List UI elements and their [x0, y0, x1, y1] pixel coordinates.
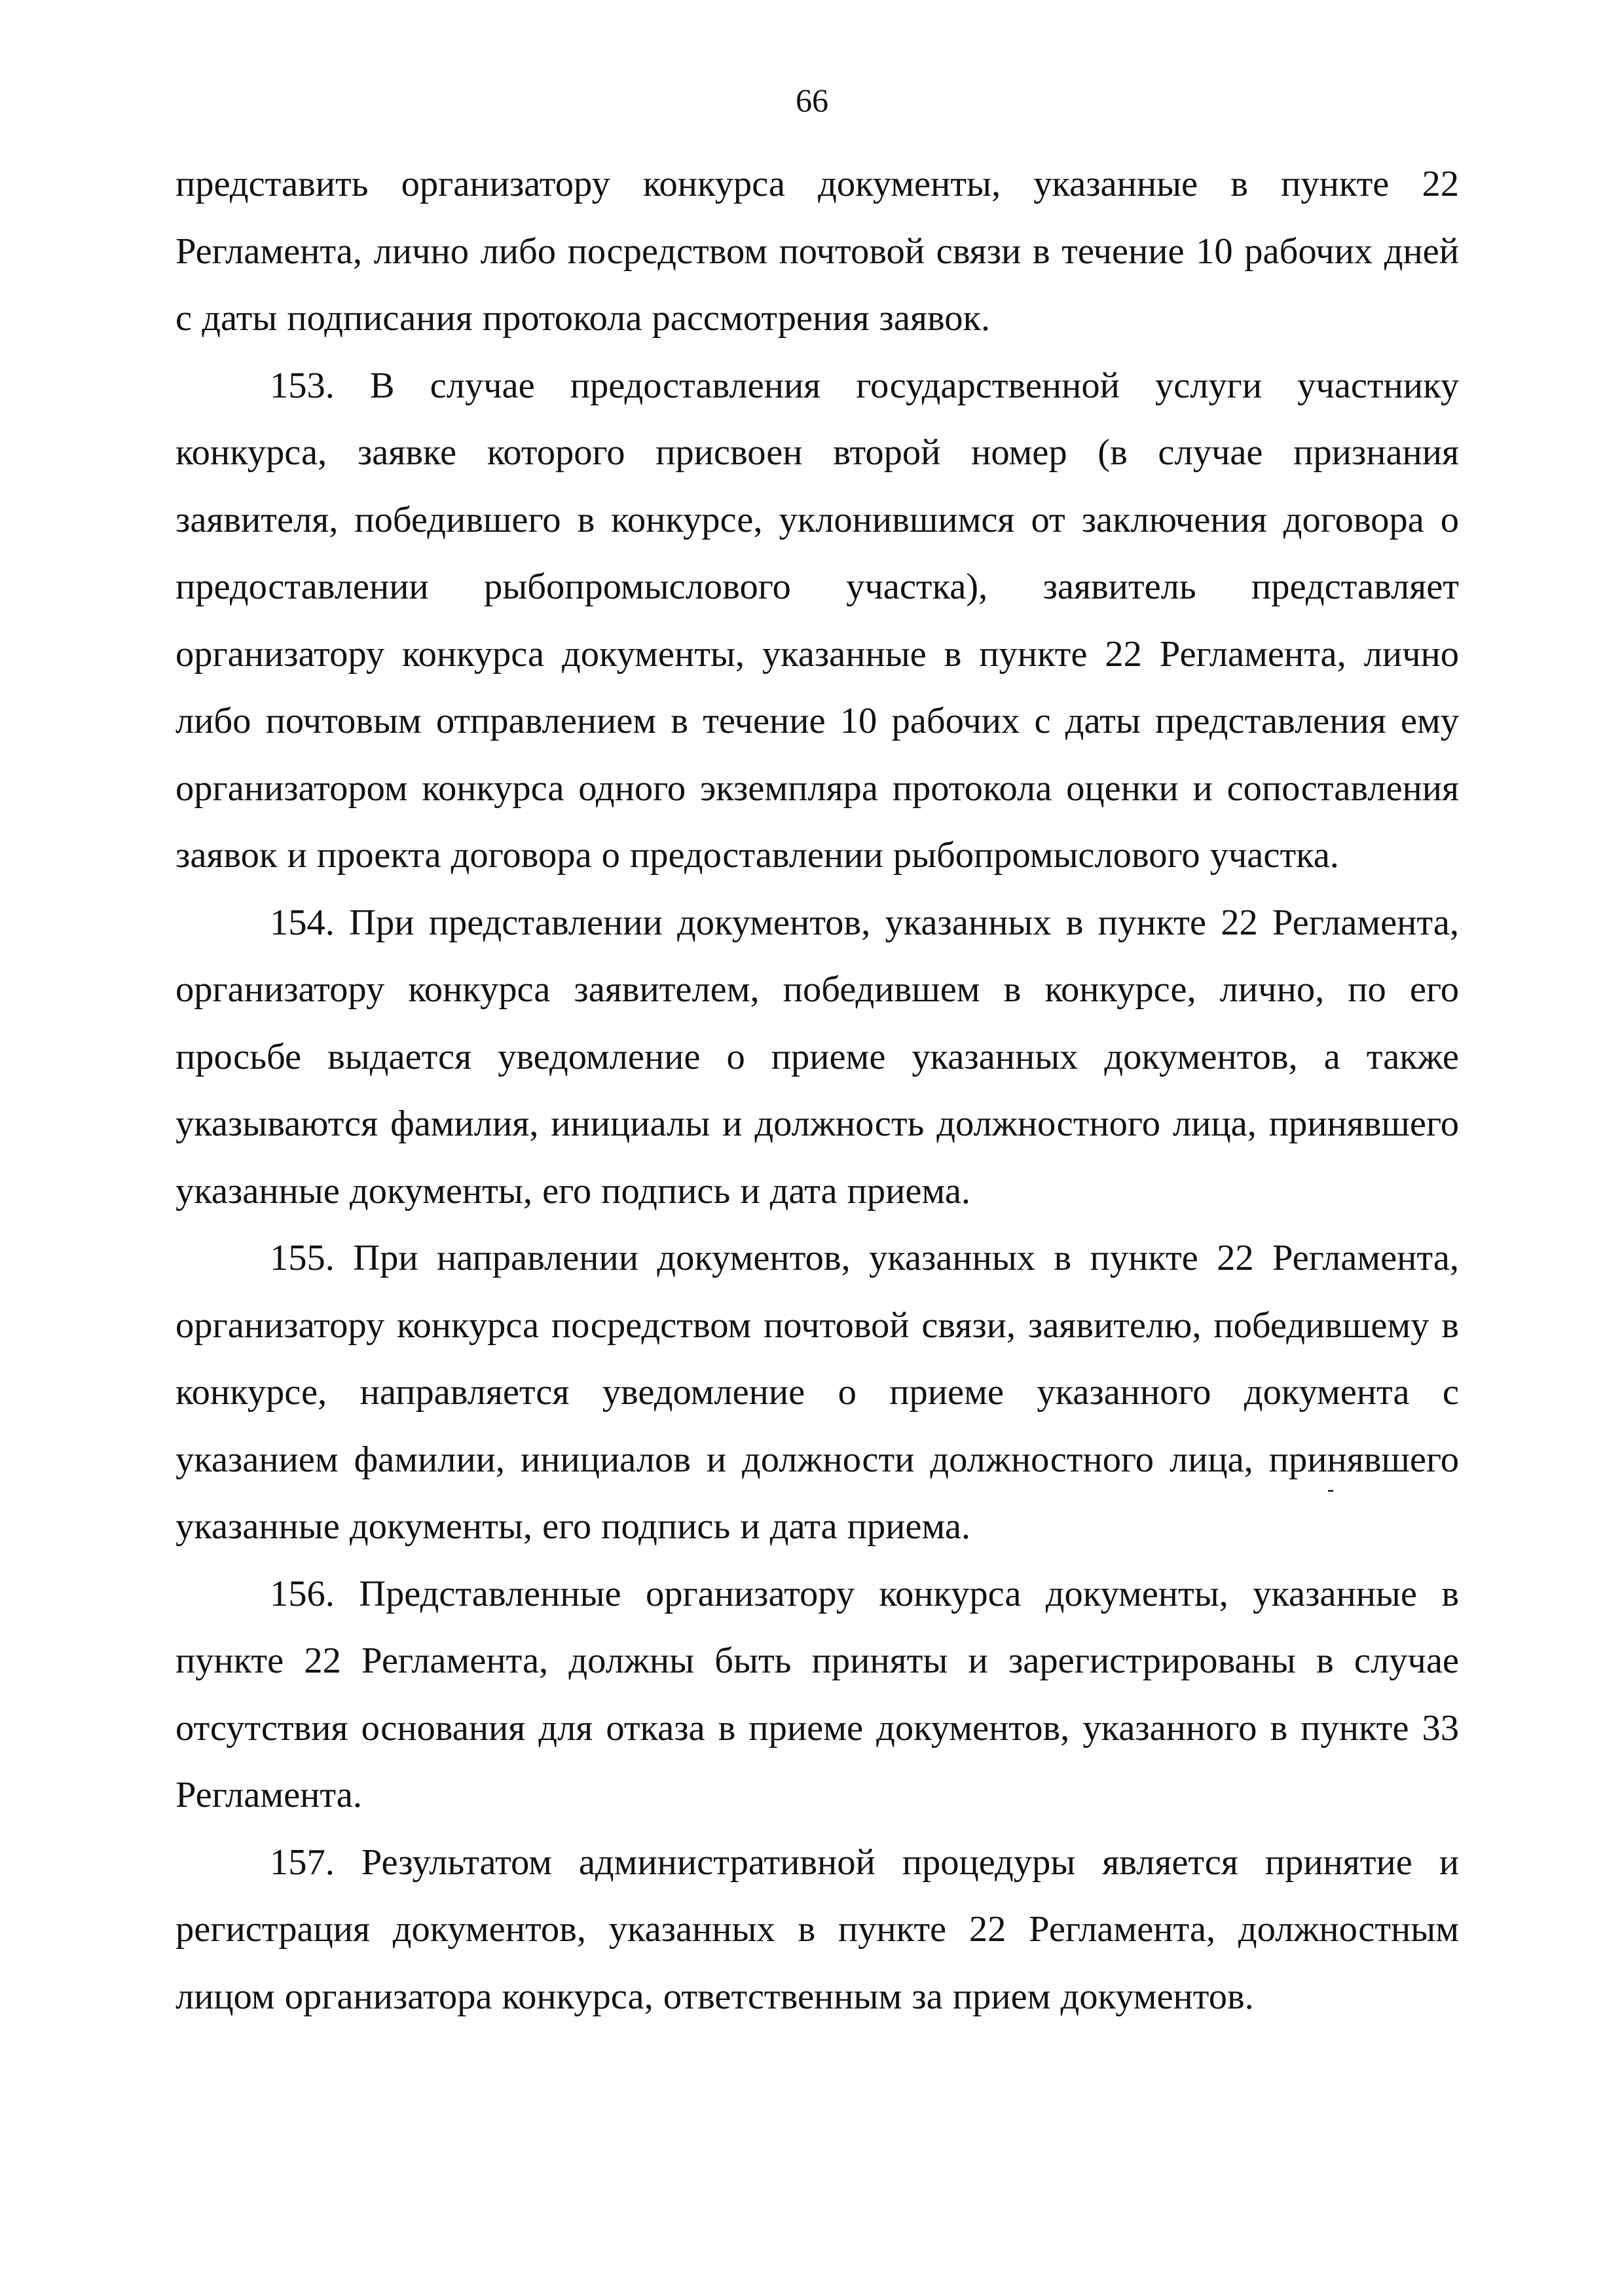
- paragraph-153: 153. В случае предоставления государственной услуги участнику конкурса, заявке которого присвоен второй номер (в случае признания заявителя, победившего в конкурсе, уклонившимся от заключения договора о предоставлении рыбопромыслового участка), заявитель представляет организатору конкурса документы, указанные в пункте 22 Регламента, лично либо почтовым отправлением в течение 10 рабочих с даты представления ему организатором конкурса одного экземпляра протокола оценки и сопоставления заявок и проекта договора о предоставлении рыбопромыслового участка.: [175, 365, 1459, 876]
- paragraph-157: 157. Результатом административной процедуры является принятие и регистрация документов, указанных в пункте 22 Регламента, должностным лицом организатора конкурса, ответственным за прием документов.: [175, 1842, 1459, 2017]
- paragraph-154: 154. При представлении документов, указанных в пункте 22 Регламента, организатору конкурса заявителем, победившем в конкурсе, лично, по его просьбе выдается уведомление о приеме указанных документов, а также указываются фамилия, инициалы и должность должностного лица, принявшего указанные документы, его подпись и дата приема.: [175, 902, 1459, 1212]
- scan-artifact-mark: [1328, 1490, 1333, 1492]
- document-body: [175, 151, 1459, 2030]
- paragraph-156: 156. Представленные организатору конкурса документы, указанные в пункте 22 Регламента, должны быть приняты и зарегистрированы в случае отсутствия основания для отказа в приеме документов, указанного в пункте 33 Регламента.: [175, 1573, 1459, 1815]
- paragraph-155: 155. При направлении документов, указанных в пункте 22 Регламента, организатору конкурса посредством почтовой связи, заявителю, победившему в конкурсе, направляется уведомление о приеме указанного документа с указанием фамилии, инициалов и должности должностного лица, принявшего указанные документы, его подпись и дата приема.: [175, 1238, 1459, 1547]
- page-number: 66: [796, 82, 828, 119]
- paragraph-continuation: представить организатору конкурса документы, указанные в пункте 22 Регламента, лично либо посредством почтовой связи в течение 10 рабочих дней с даты подписания протокола рассмотрения заявок.: [175, 164, 1459, 339]
